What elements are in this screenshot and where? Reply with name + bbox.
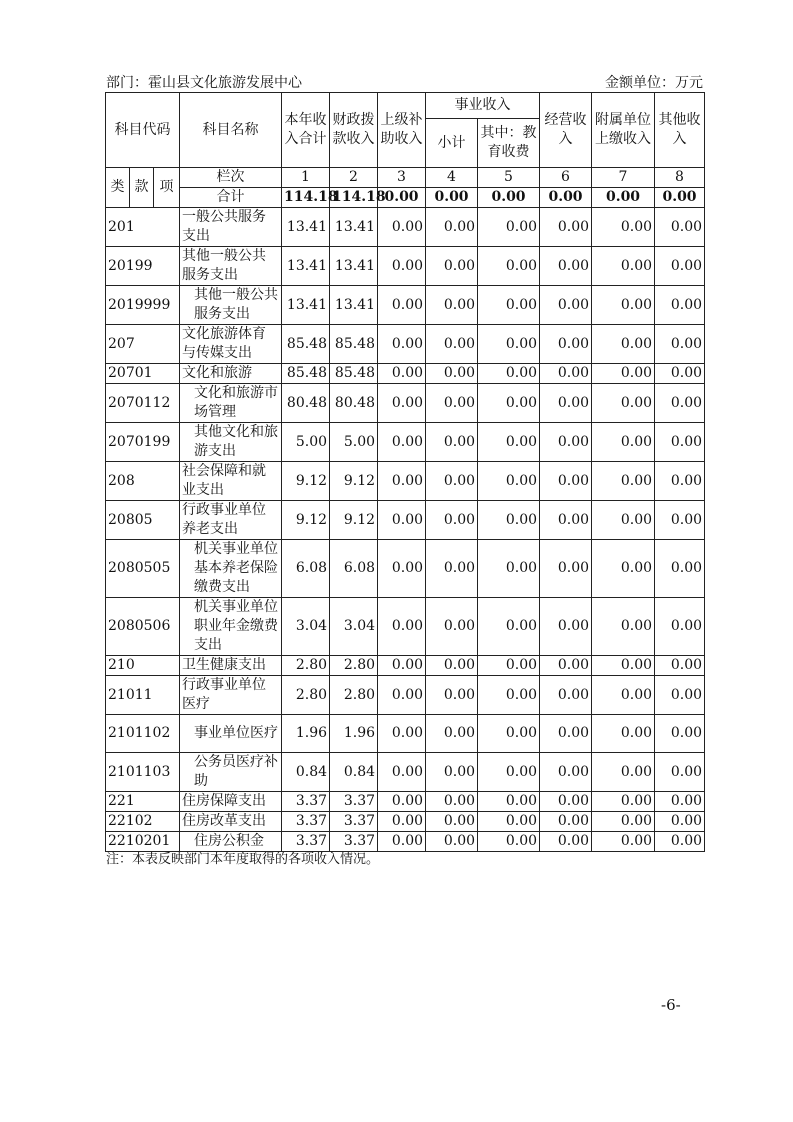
subject-code: 2080506: [106, 598, 180, 656]
col-header-total-income: 本年收入合计: [282, 93, 330, 168]
value-cell: 0.00: [478, 384, 540, 423]
value-cell: 3.37: [282, 832, 330, 852]
subject-code: 20805: [106, 501, 180, 540]
subject-name: 机关事业单位基本养老保险缴费支出: [180, 540, 282, 598]
value-cell: 13.41: [282, 208, 330, 247]
value-cell: 0.00: [426, 792, 478, 812]
value-cell: 0.00: [478, 753, 540, 792]
value-cell: 0.00: [592, 656, 655, 676]
value-cell: 0.00: [655, 501, 705, 540]
value-cell: 0.00: [592, 792, 655, 812]
value-cell: 0.84: [330, 753, 378, 792]
value-cell: 0.00: [655, 715, 705, 753]
value-cell: 0.00: [655, 753, 705, 792]
subject-code: 201: [106, 208, 180, 247]
subject-code: 2101103: [106, 753, 180, 792]
subject-name: 住房改革支出: [180, 812, 282, 832]
value-cell: 0.00: [478, 676, 540, 715]
value-cell: 3.37: [282, 792, 330, 812]
subject-code: 2070112: [106, 384, 180, 423]
table-row: [106, 501, 705, 540]
value-cell: 0.00: [540, 812, 592, 832]
subject-code: 210: [106, 656, 180, 676]
column-index: 4: [426, 168, 478, 188]
subject-name: 社会保障和就业支出: [180, 462, 282, 501]
value-cell: 0.00: [478, 792, 540, 812]
subject-code: 221: [106, 792, 180, 812]
col-header-education-fees: 其中：教育收费: [478, 119, 540, 168]
value-cell: 0.00: [426, 423, 478, 462]
value-cell: 0.00: [478, 715, 540, 753]
value-cell: 0.00: [478, 208, 540, 247]
value-cell: 0.00: [592, 832, 655, 852]
value-cell: 0.00: [540, 832, 592, 852]
total-value: 0.00: [540, 188, 592, 208]
value-cell: 0.00: [592, 286, 655, 325]
table-row: [106, 325, 705, 364]
value-cell: 0.00: [655, 598, 705, 656]
column-index: 1: [282, 168, 330, 188]
value-cell: 0.00: [655, 462, 705, 501]
value-cell: 0.00: [540, 656, 592, 676]
page-number: -6-: [661, 996, 681, 1014]
subject-name: 文化和旅游: [180, 364, 282, 384]
value-cell: 0.00: [426, 715, 478, 753]
table-row: [106, 656, 705, 676]
value-cell: 85.48: [330, 364, 378, 384]
value-cell: 80.48: [330, 384, 378, 423]
value-cell: 9.12: [282, 462, 330, 501]
value-cell: 0.00: [540, 676, 592, 715]
value-cell: 0.00: [426, 462, 478, 501]
value-cell: 0.00: [540, 208, 592, 247]
total-value: 0.00: [655, 188, 705, 208]
value-cell: 0.00: [478, 247, 540, 286]
value-cell: 0.00: [378, 501, 426, 540]
value-cell: 0.00: [478, 540, 540, 598]
col-header-fiscal-appropriation: 财政拨款收入: [330, 93, 378, 168]
value-cell: 0.00: [378, 540, 426, 598]
value-cell: 0.00: [378, 286, 426, 325]
value-cell: 0.00: [378, 812, 426, 832]
value-cell: 13.41: [282, 247, 330, 286]
value-cell: 3.37: [330, 832, 378, 852]
value-cell: 0.00: [592, 247, 655, 286]
value-cell: 0.00: [378, 325, 426, 364]
subject-code: 2080505: [106, 540, 180, 598]
value-cell: 0.00: [592, 812, 655, 832]
table-row: [106, 753, 705, 792]
subject-name: 住房保障支出: [180, 792, 282, 812]
total-value: 0.00: [378, 188, 426, 208]
subject-code: 207: [106, 325, 180, 364]
subject-name: 住房公积金: [180, 832, 282, 852]
table-row: [106, 423, 705, 462]
value-cell: 0.00: [592, 676, 655, 715]
value-cell: 0.00: [592, 384, 655, 423]
value-cell: 0.00: [592, 753, 655, 792]
value-cell: 0.00: [592, 715, 655, 753]
value-cell: 0.00: [540, 501, 592, 540]
value-cell: 1.96: [282, 715, 330, 753]
value-cell: 0.00: [378, 656, 426, 676]
value-cell: 1.96: [330, 715, 378, 753]
table-row: [106, 462, 705, 501]
value-cell: 2.80: [282, 676, 330, 715]
table-row: [106, 540, 705, 598]
subject-code: 20701: [106, 364, 180, 384]
column-index: 5: [478, 168, 540, 188]
value-cell: 0.00: [655, 832, 705, 852]
value-cell: 85.48: [330, 325, 378, 364]
value-cell: 0.00: [378, 247, 426, 286]
value-cell: 0.00: [478, 423, 540, 462]
value-cell: 9.12: [282, 501, 330, 540]
subject-name: 一般公共服务支出: [180, 208, 282, 247]
total-label: 合计: [180, 188, 282, 208]
col-header-lei: 类: [106, 168, 130, 208]
value-cell: 0.00: [655, 540, 705, 598]
value-cell: 0.00: [378, 715, 426, 753]
value-cell: 0.00: [540, 540, 592, 598]
value-cell: 0.00: [378, 598, 426, 656]
subject-code: 2019999: [106, 286, 180, 325]
subject-name: 其他文化和旅游支出: [180, 423, 282, 462]
table-row: [106, 364, 705, 384]
col-header-code: 科目代码: [106, 93, 180, 168]
value-cell: 0.00: [426, 832, 478, 852]
col-header-superior-subsidy: 上级补助收入: [378, 93, 426, 168]
value-cell: 0.00: [592, 540, 655, 598]
value-cell: 0.00: [426, 598, 478, 656]
value-cell: 0.00: [655, 325, 705, 364]
total-value: 0.00: [426, 188, 478, 208]
value-cell: 0.00: [655, 286, 705, 325]
value-cell: 0.00: [540, 384, 592, 423]
value-cell: 0.00: [426, 812, 478, 832]
value-cell: 0.00: [478, 501, 540, 540]
report-header: [106, 72, 703, 92]
value-cell: 0.00: [426, 325, 478, 364]
subject-name: 文化和旅游市场管理: [180, 384, 282, 423]
value-cell: 0.00: [540, 247, 592, 286]
value-cell: 0.00: [655, 812, 705, 832]
value-cell: 13.41: [282, 286, 330, 325]
col-header-kuan: 款: [130, 168, 154, 208]
value-cell: 0.00: [655, 792, 705, 812]
table-row: [106, 792, 705, 812]
column-index: 7: [592, 168, 655, 188]
value-cell: 85.48: [282, 325, 330, 364]
total-value: 0.00: [592, 188, 655, 208]
header-row-1: [106, 93, 705, 119]
total-value: 114.18: [330, 188, 378, 208]
subject-name: 机关事业单位职业年金缴费支出: [180, 598, 282, 656]
value-cell: 80.48: [282, 384, 330, 423]
value-cell: 0.00: [478, 462, 540, 501]
subject-code: 208: [106, 462, 180, 501]
column-index: 6: [540, 168, 592, 188]
value-cell: 5.00: [330, 423, 378, 462]
value-cell: 0.00: [478, 812, 540, 832]
value-cell: 13.41: [330, 247, 378, 286]
table-row: [106, 384, 705, 423]
column-index: 8: [655, 168, 705, 188]
value-cell: 0.00: [378, 208, 426, 247]
table-row: [106, 598, 705, 656]
value-cell: 0.00: [378, 423, 426, 462]
subject-code: 2101102: [106, 715, 180, 753]
value-cell: 0.00: [426, 384, 478, 423]
value-cell: 0.00: [540, 792, 592, 812]
value-cell: 13.41: [330, 208, 378, 247]
value-cell: 0.00: [378, 753, 426, 792]
value-cell: 6.08: [282, 540, 330, 598]
value-cell: 0.00: [426, 247, 478, 286]
value-cell: 3.37: [330, 812, 378, 832]
value-cell: 0.00: [378, 676, 426, 715]
subject-code: 2210201: [106, 832, 180, 852]
income-table: [105, 92, 705, 852]
value-cell: 0.00: [592, 598, 655, 656]
value-cell: 2.80: [282, 656, 330, 676]
subject-code: 2070199: [106, 423, 180, 462]
value-cell: 0.00: [540, 286, 592, 325]
value-cell: 0.00: [592, 462, 655, 501]
table-row: [106, 715, 705, 753]
value-cell: 0.00: [540, 325, 592, 364]
value-cell: 0.00: [426, 364, 478, 384]
subject-name: 卫生健康支出: [180, 656, 282, 676]
value-cell: 0.00: [378, 832, 426, 852]
value-cell: 3.04: [330, 598, 378, 656]
value-cell: 0.00: [592, 364, 655, 384]
value-cell: 0.00: [592, 325, 655, 364]
table-row: [106, 247, 705, 286]
value-cell: 0.00: [655, 208, 705, 247]
value-cell: 3.37: [330, 792, 378, 812]
value-cell: 13.41: [330, 286, 378, 325]
table-footnote: 注：本表反映部门本年度取得的各项收入情况。: [106, 852, 380, 867]
table-row: [106, 286, 705, 325]
value-cell: 0.00: [478, 656, 540, 676]
value-cell: 0.00: [478, 325, 540, 364]
col-header-other-income: 其他收入: [655, 93, 705, 168]
subject-code: 21011: [106, 676, 180, 715]
subject-code: 22102: [106, 812, 180, 832]
value-cell: 0.00: [655, 364, 705, 384]
col-header-business-income: 事业收入: [426, 93, 540, 119]
col-header-xiang: 项: [154, 168, 180, 208]
value-cell: 6.08: [330, 540, 378, 598]
subject-name: 行政事业单位养老支出: [180, 501, 282, 540]
value-cell: 0.00: [478, 364, 540, 384]
value-cell: 0.00: [478, 598, 540, 656]
value-cell: 0.00: [540, 753, 592, 792]
table-row: [106, 812, 705, 832]
value-cell: 0.00: [426, 286, 478, 325]
value-cell: 0.00: [426, 676, 478, 715]
value-cell: 9.12: [330, 501, 378, 540]
subject-name: 公务员医疗补助: [180, 753, 282, 792]
total-value: 114.18: [282, 188, 330, 208]
value-cell: 0.00: [540, 364, 592, 384]
value-cell: 0.00: [426, 753, 478, 792]
column-index: 3: [378, 168, 426, 188]
col-header-subtotal: 小计: [426, 119, 478, 168]
value-cell: 0.00: [378, 462, 426, 501]
value-cell: 0.00: [426, 656, 478, 676]
value-cell: 0.00: [426, 501, 478, 540]
total-row: [106, 188, 705, 208]
value-cell: 0.00: [378, 364, 426, 384]
value-cell: 9.12: [330, 462, 378, 501]
table-row: [106, 208, 705, 247]
value-cell: 0.00: [478, 286, 540, 325]
value-cell: 0.00: [426, 540, 478, 598]
subject-name: 行政事业单位医疗: [180, 676, 282, 715]
value-cell: 3.37: [282, 812, 330, 832]
value-cell: 85.48: [282, 364, 330, 384]
value-cell: 0.00: [426, 208, 478, 247]
value-cell: 0.00: [540, 423, 592, 462]
value-cell: 2.80: [330, 676, 378, 715]
value-cell: 3.04: [282, 598, 330, 656]
column-index: 2: [330, 168, 378, 188]
table-row: [106, 676, 705, 715]
column-index-label: 栏次: [180, 168, 282, 188]
col-header-affiliated-income: 附属单位上缴收入: [592, 93, 655, 168]
value-cell: 0.00: [378, 792, 426, 812]
subject-code: 20199: [106, 247, 180, 286]
value-cell: 0.00: [540, 462, 592, 501]
value-cell: 0.00: [655, 423, 705, 462]
value-cell: 0.00: [478, 832, 540, 852]
value-cell: 0.00: [655, 247, 705, 286]
value-cell: 0.00: [378, 384, 426, 423]
column-number-row: [106, 168, 705, 188]
amount-unit-label: 金额单位：万元: [605, 75, 703, 91]
department-label: 部门：霍山县文化旅游发展中心: [106, 75, 302, 91]
value-cell: 0.00: [655, 676, 705, 715]
subject-name: 其他一般公共服务支出: [180, 247, 282, 286]
value-cell: 0.00: [655, 384, 705, 423]
col-header-name: 科目名称: [180, 93, 282, 168]
value-cell: 0.00: [540, 598, 592, 656]
value-cell: 5.00: [282, 423, 330, 462]
value-cell: 0.84: [282, 753, 330, 792]
subject-name: 其他一般公共服务支出: [180, 286, 282, 325]
value-cell: 0.00: [655, 656, 705, 676]
value-cell: 0.00: [540, 715, 592, 753]
total-value: 0.00: [478, 188, 540, 208]
value-cell: 0.00: [592, 423, 655, 462]
value-cell: 0.00: [592, 501, 655, 540]
col-header-operating-income: 经营收入: [540, 93, 592, 168]
subject-name: 事业单位医疗: [180, 715, 282, 753]
subject-name: 文化旅游体育与传媒支出: [180, 325, 282, 364]
value-cell: 2.80: [330, 656, 378, 676]
value-cell: 0.00: [592, 208, 655, 247]
